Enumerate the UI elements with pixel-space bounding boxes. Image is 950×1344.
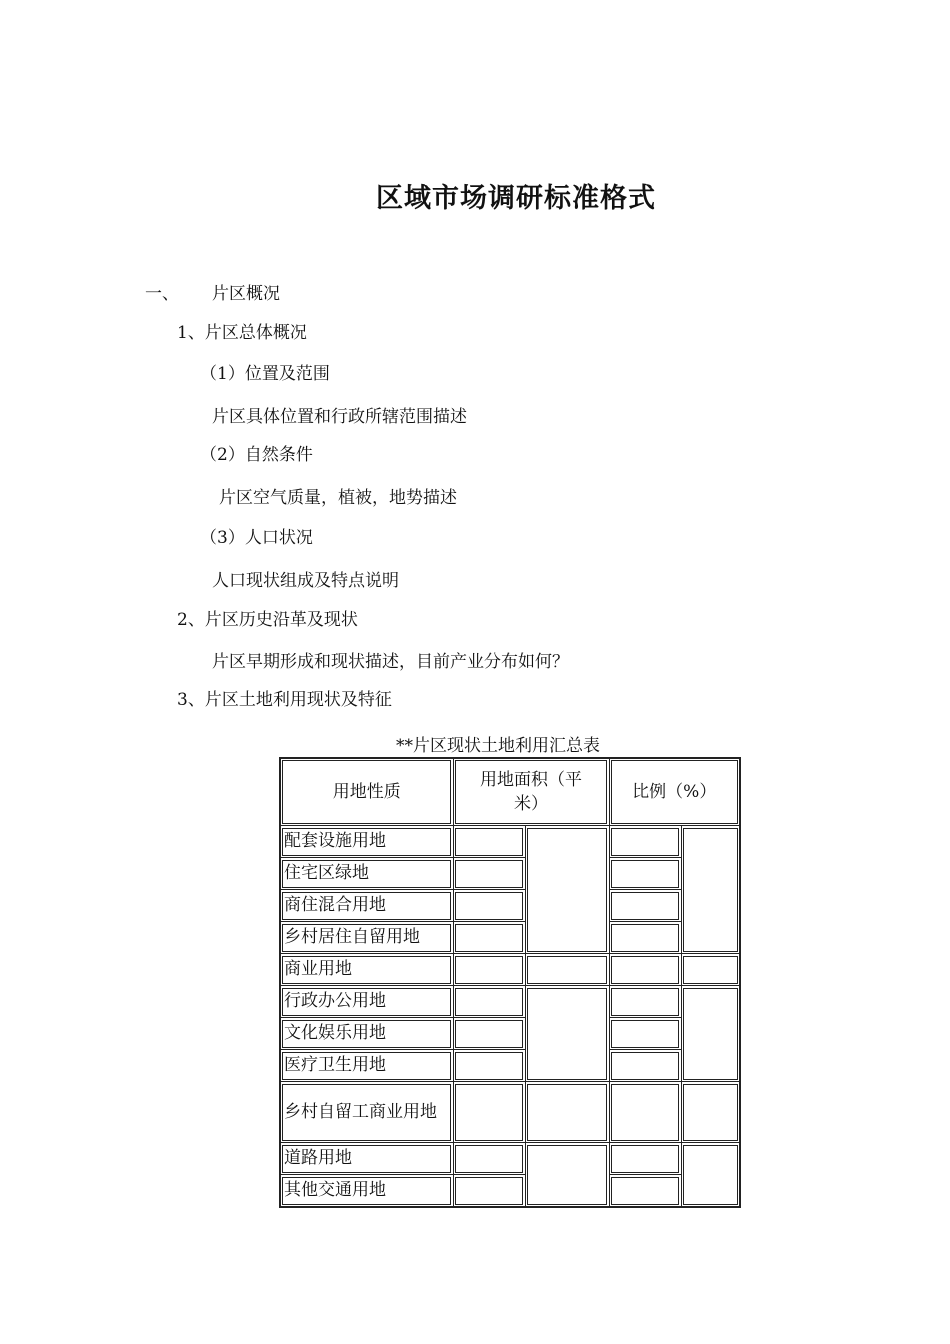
table-cell[interactable]	[609, 954, 681, 986]
table-caption: **片区现状土地利用汇总表	[396, 736, 600, 756]
document-title: 区域市场调研标准格式	[376, 183, 656, 214]
table-cell[interactable]	[453, 1143, 525, 1175]
table-cell[interactable]	[609, 1175, 681, 1208]
subsection-history: 2、片区历史沿革及现状	[177, 610, 358, 630]
history-desc: 片区早期形成和现状描述，目前产业分布如何？	[212, 652, 569, 672]
row-label: 医疗卫生用地	[280, 1050, 453, 1082]
table-cell[interactable]	[453, 922, 525, 954]
table-cell[interactable]	[453, 1175, 525, 1208]
table-cell[interactable]	[453, 1018, 525, 1050]
table-merged-cell[interactable]	[525, 1143, 609, 1208]
row-label: 商住混合用地	[280, 890, 453, 922]
table-cell[interactable]	[609, 1050, 681, 1082]
item-location-heading: （1）位置及范围	[200, 364, 330, 384]
header-land-type: 用地性质	[280, 758, 453, 826]
table-cell[interactable]	[681, 954, 740, 986]
table-cell[interactable]	[453, 954, 525, 986]
table-cell[interactable]	[609, 890, 681, 922]
table-row	[280, 986, 740, 1018]
table-cell[interactable]	[609, 1143, 681, 1175]
table-cell[interactable]	[609, 858, 681, 890]
table-row	[280, 1143, 740, 1175]
table-row	[280, 1082, 740, 1143]
table-cell[interactable]	[453, 858, 525, 890]
table-header-row	[280, 758, 740, 826]
item-nature-desc: 片区空气质量，植被，地势描述	[219, 488, 457, 508]
table-cell[interactable]	[609, 922, 681, 954]
table-row	[280, 890, 740, 922]
row-label: 乡村自留工商业用地	[280, 1082, 453, 1143]
table-merged-cell[interactable]	[525, 986, 609, 1082]
table-cell[interactable]	[453, 986, 525, 1018]
table-row	[280, 1050, 740, 1082]
table-row	[280, 858, 740, 890]
table-cell[interactable]	[525, 1082, 609, 1143]
header-land-area: 用地面积（平米）	[453, 758, 609, 826]
table-merged-cell[interactable]	[681, 826, 740, 954]
table-row	[280, 922, 740, 954]
table-cell[interactable]	[681, 1082, 740, 1143]
subsection-overview: 1、片区总体概况	[177, 323, 307, 343]
item-location-desc: 片区具体位置和行政所辖范围描述	[212, 407, 467, 427]
table-cell[interactable]	[453, 1050, 525, 1082]
section-heading: 片区概况	[212, 284, 280, 304]
item-population-heading: （3）人口状况	[200, 528, 313, 548]
row-label: 商业用地	[280, 954, 453, 986]
table-merged-cell[interactable]	[681, 1143, 740, 1208]
row-label: 配套设施用地	[280, 826, 453, 858]
table-merged-cell[interactable]	[525, 826, 609, 954]
table-row	[280, 826, 740, 858]
table-row	[280, 1175, 740, 1208]
table-cell[interactable]	[525, 954, 609, 986]
subsection-landuse: 3、片区土地利用现状及特征	[177, 690, 392, 710]
table-cell[interactable]	[453, 826, 525, 858]
table-row	[280, 1018, 740, 1050]
section-number: 一、	[145, 284, 179, 304]
item-nature-heading: （2）自然条件	[200, 445, 313, 465]
row-label: 道路用地	[280, 1143, 453, 1175]
row-label: 其他交通用地	[280, 1175, 453, 1208]
table-cell[interactable]	[453, 1082, 525, 1143]
landuse-summary-table	[279, 757, 741, 1208]
table-cell[interactable]	[609, 1018, 681, 1050]
item-population-desc: 人口现状组成及特点说明	[212, 571, 399, 591]
row-label: 住宅区绿地	[280, 858, 453, 890]
header-ratio: 比例（%）	[609, 758, 740, 826]
table-row	[280, 954, 740, 986]
table-cell[interactable]	[609, 826, 681, 858]
table-cell[interactable]	[609, 1082, 681, 1143]
table-merged-cell[interactable]	[681, 986, 740, 1082]
table-cell[interactable]	[609, 986, 681, 1018]
row-label: 文化娱乐用地	[280, 1018, 453, 1050]
row-label: 乡村居住自留用地	[280, 922, 453, 954]
row-label: 行政办公用地	[280, 986, 453, 1018]
table-cell[interactable]	[453, 890, 525, 922]
